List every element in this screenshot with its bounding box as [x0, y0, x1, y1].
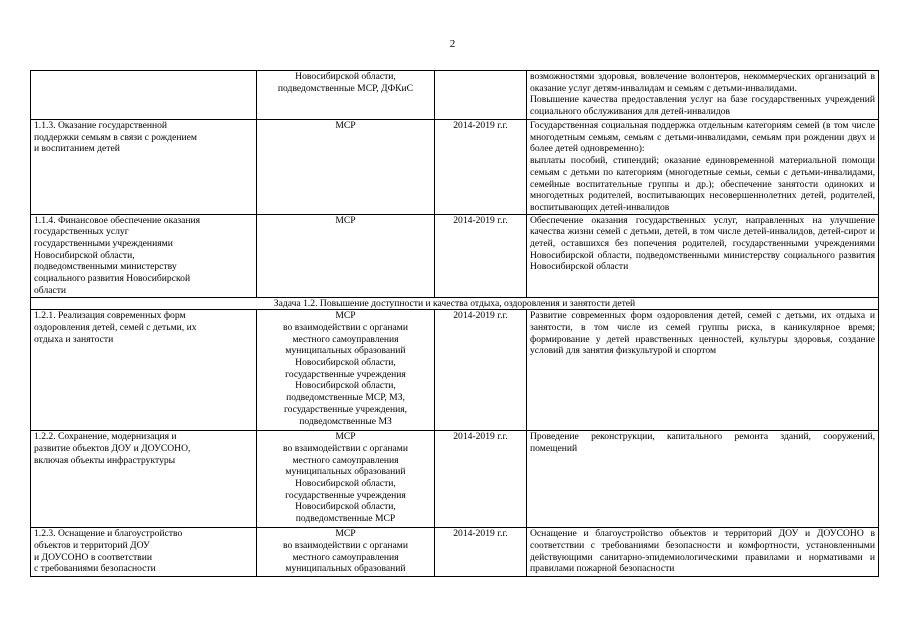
executor-cell: МСР во взаимодействии с органами местного самоуправления муниципальных образований Новосибирской области, государственные учреждения Новосибирской области, подведомственные МСР, МЗ, государственные учреждения, подведомственные МЗ — [257, 310, 435, 431]
measure-name-cell: 1.1.3. Оказание государственной поддержки семьям в связи с рождением и воспитанием детей — [31, 120, 257, 215]
term-cell — [435, 71, 527, 120]
table-row — [31, 120, 879, 215]
table-row — [31, 71, 879, 120]
executor-cell: МСР во взаимодействии с органами местного самоуправления муниципальных образований — [257, 528, 435, 577]
task-heading: Задача 1.2. Повышение доступности и качества отдыха, оздоровления и занятости детей — [31, 297, 879, 310]
task-heading-row — [31, 297, 879, 310]
executor-cell: МСР — [257, 120, 435, 215]
measure-name-cell: 1.2.1. Реализация современных форм оздоровления детей, семей с детьми, их отдыха и занятости — [31, 310, 257, 431]
expected-result-cell: Проведение реконструкции, капитального ремонта зданий, сооружений, помещений — [527, 431, 879, 528]
executor-cell: МСР во взаимодействии с органами местного самоуправления муниципальных образований Новосибирской области, государственные учреждения Новосибирской области, подведомственные МСР — [257, 431, 435, 528]
table-row — [31, 214, 879, 297]
executor-cell: МСР — [257, 214, 435, 297]
measure-name-cell: 1.2.3. Оснащение и благоустройство объектов и территорий ДОУ и ДОУСОНО в соответствии с требованиями безопасности — [31, 528, 257, 577]
table-row — [31, 528, 879, 577]
term-cell: 2014-2019 г.г. — [435, 120, 527, 215]
table-row — [31, 310, 879, 431]
measure-name-cell: 1.2.2. Сохранение, модернизация и развитие объектов ДОУ и ДОУСОНО, включая объекты инфраструктуры — [31, 431, 257, 528]
term-cell: 2014-2019 г.г. — [435, 431, 527, 528]
measure-name-cell — [31, 71, 257, 120]
expected-result-cell: Развитие современных форм оздоровления детей, семей с детьми, их отдыха и занятости, в том числе из семей группы риска, в каникулярное время; формирование у детей нравственных ценностей, культуры здоровья, создание условий для занятия физкультурой и спортом — [527, 310, 879, 431]
page-number: 2 — [449, 38, 456, 50]
table-row — [31, 431, 879, 528]
term-cell: 2014-2019 г.г. — [435, 214, 527, 297]
term-cell: 2014-2019 г.г. — [435, 310, 527, 431]
expected-result-cell: Обеспечение оказания государственных услуг, направленных на улучшение качества жизни семей с детьми, детей, в том числе детей-инвалидов, детей-сирот и детей, оставшихся без попечения родителей, государственными учреждениями Новосибирской области, подведомственными министерству социального развития Новосибирской области — [527, 214, 879, 297]
program-measures-table — [30, 70, 879, 577]
executor-cell: Новосибирской области, подведомственные МСР, ДФКиС — [257, 71, 435, 120]
expected-result-cell: возможностями здоровья, вовлечение волонтеров, некоммерческих организаций в оказание услуг детям-инвалидам и семьям с детьми-инвалидами. Повышение качества предоставления услуг на базе государственных учреждений социального обслуживания для детей-инвалидов — [527, 71, 879, 120]
measure-name-cell: 1.1.4. Финансовое обеспечение оказания государственных услуг государственными учреждениями Новосибирской области, подведомственными министерству социального развития Новосибирской области — [31, 214, 257, 297]
term-cell: 2014-2019 г.г. — [435, 528, 527, 577]
expected-result-cell: Оснащение и благоустройство объектов и территорий ДОУ и ДОУСОНО в соответствии с требованиями безопасности и комфортности, установленными действующими санитарно-эпидемиологическими правилами и нормативами и правилами пожарной безопасности — [527, 528, 879, 577]
expected-result-cell: Государственная социальная поддержка отдельным категориям семей (в том числе многодетным семьям, семьям с детьми-инвалидами, семьям при рождении двух и более детей одновременно): выплаты пособий, стипендий; оказание единовременной материальной помощи семьям с детьми по категориям (многодетные семьи, семьи с детьми-инвалидами, семейные воспитательные группы и др.); обеспечение занятости одиноких и многодетных родителей, воспитывающих несовершеннолетних детей, родителей, воспитывающих детей-инвалидов — [527, 120, 879, 215]
